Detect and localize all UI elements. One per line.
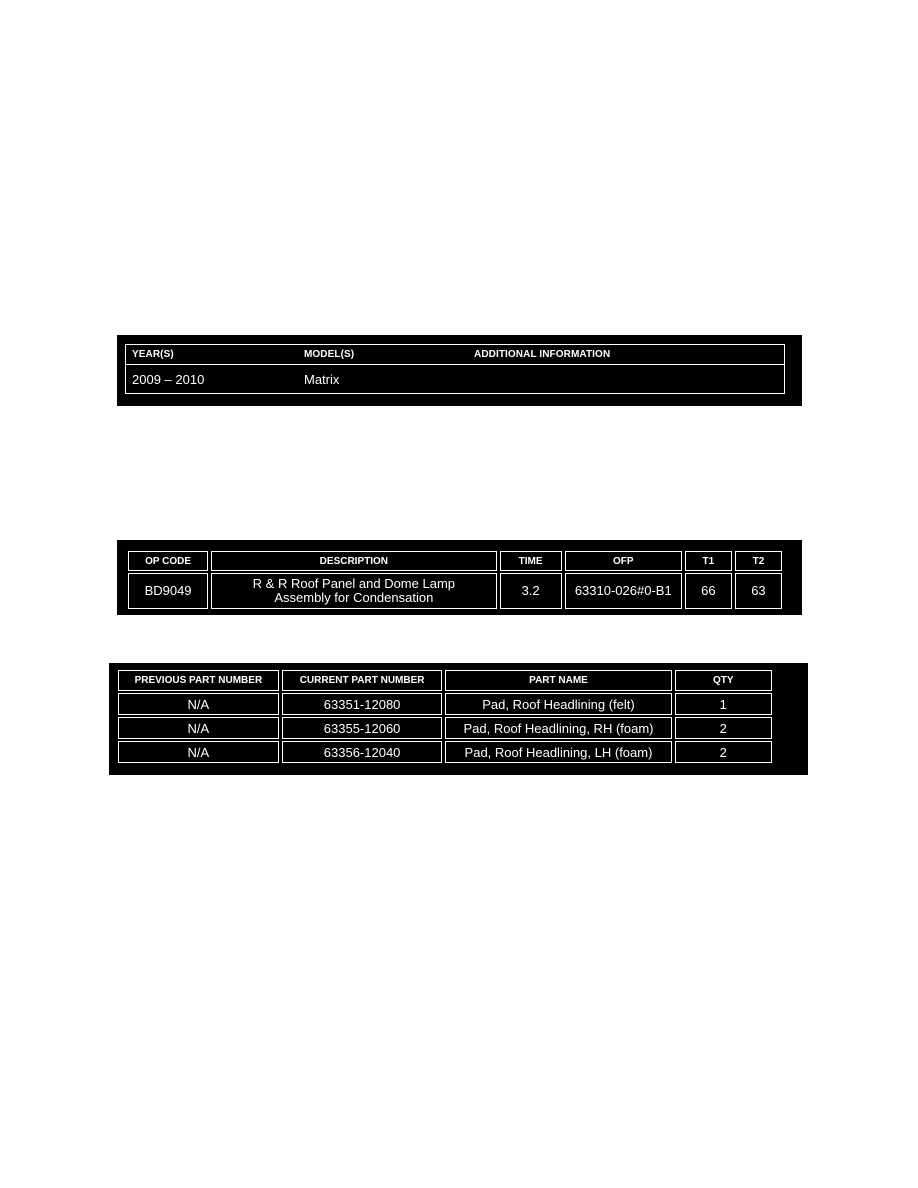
current-part-number: 63355-12060 [282, 717, 443, 739]
previous-part-number: N/A [118, 693, 279, 715]
warranty-data-row [128, 573, 782, 609]
current-part-number: 63351-12080 [282, 693, 443, 715]
table-row [118, 717, 772, 739]
part-name: Pad, Roof Headlining, RH (foam) [445, 717, 671, 739]
t1-value: 66 [685, 573, 732, 609]
years-value: 2009 – 2010 [132, 372, 205, 387]
t1-header: T1 [685, 551, 732, 571]
ofp-value: 63310-026#0-B1 [565, 573, 682, 609]
parts-header-row [118, 670, 772, 691]
description-line-2: Assembly for Condensation [274, 590, 434, 605]
qty: 2 [675, 717, 772, 739]
current-part-number: 63356-12040 [282, 741, 443, 763]
part-name-header: PART NAME [445, 670, 671, 691]
t2-header: T2 [735, 551, 782, 571]
models-value: Matrix [304, 372, 340, 387]
description-header: DESCRIPTION [211, 551, 496, 571]
current-part-number-header: CURRENT PART NUMBER [282, 670, 443, 691]
warranty-grid [125, 549, 785, 611]
table-row [118, 741, 772, 763]
previous-part-number: N/A [118, 717, 279, 739]
table-row [118, 693, 772, 715]
part-name: Pad, Roof Headlining, LH (foam) [445, 741, 671, 763]
ofp-header: OFP [565, 551, 682, 571]
op-code-value: BD9049 [128, 573, 208, 609]
qty: 1 [675, 693, 772, 715]
additional-info-header: ADDITIONAL INFORMATION [474, 349, 611, 360]
applicability-frame [125, 344, 785, 394]
op-code-header: OP CODE [128, 551, 208, 571]
parts-grid [115, 668, 775, 765]
previous-part-number-header: PREVIOUS PART NUMBER [118, 670, 279, 691]
applicability-table [117, 335, 802, 406]
qty-header: QTY [675, 670, 772, 691]
warranty-header-row [128, 551, 782, 571]
time-header: TIME [500, 551, 562, 571]
time-value: 3.2 [500, 573, 562, 609]
models-header: MODEL(S) [304, 349, 355, 360]
part-name: Pad, Roof Headlining (felt) [445, 693, 671, 715]
description-value [211, 573, 496, 609]
description-line-1: R & R Roof Panel and Dome Lamp [252, 576, 455, 591]
qty: 2 [675, 741, 772, 763]
previous-part-number: N/A [118, 741, 279, 763]
warranty-table [117, 540, 802, 615]
t2-value: 63 [735, 573, 782, 609]
applicability-header [126, 345, 784, 365]
years-header: YEAR(S) [132, 349, 174, 360]
parts-table [109, 663, 808, 775]
